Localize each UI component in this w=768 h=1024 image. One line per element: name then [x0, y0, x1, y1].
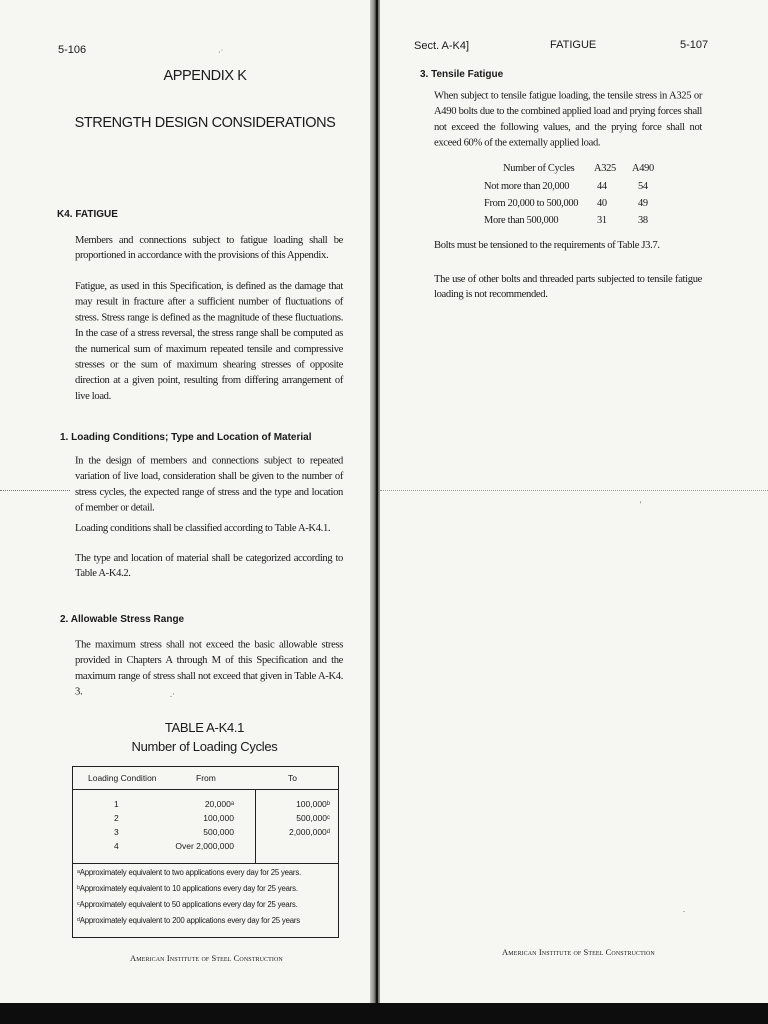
- right-page: [380, 0, 768, 1003]
- table-cell: 38: [638, 215, 648, 226]
- scan-artifact: [0, 490, 70, 491]
- subsection-heading: 3. Tensile Fatigue: [420, 69, 504, 80]
- table-rule: [73, 789, 338, 790]
- appendix-title: APPENDIX K: [163, 68, 247, 84]
- bolt-stress-table: [480, 163, 670, 235]
- paragraph: In the design of members and connections subject to repeated variation of live load, consideration shall be given to the number of stress cycles, the expected range of stress and the type and location of member or detail.: [75, 455, 343, 514]
- column-header: Loading Condition: [88, 773, 157, 783]
- table-cell: 2,000,000ᵈ: [288, 827, 330, 837]
- table-cell: 54: [638, 181, 648, 192]
- table-cell: 2: [114, 813, 119, 823]
- running-head: FATIGUE: [550, 39, 597, 51]
- column-header: Number of Cycles: [503, 163, 575, 174]
- scanner-bottom-edge: [0, 1003, 768, 1024]
- paragraph: Members and connections subject to fatigue loading shall be proportioned in accordance with the provisions of this Appendix.: [75, 234, 343, 262]
- table-rule: [73, 863, 338, 864]
- table-subtitle: Number of Loading Cycles: [131, 739, 278, 754]
- table-cell: 1: [114, 799, 119, 809]
- main-title: STRENGTH DESIGN CONSIDERATIONS: [74, 115, 336, 131]
- table-cell: From 20,000 to 500,000: [484, 198, 579, 209]
- page-number: 5-107: [680, 39, 709, 51]
- paragraph: Bolts must be tensioned to the requirements of Table J3.7.: [434, 239, 660, 252]
- paragraph: The use of other bolts and threaded parts subjected to tensile fatigue loading is not recommended.: [434, 273, 702, 301]
- subsection-heading: 1. Loading Conditions; Type and Location of Material: [60, 432, 312, 443]
- table-footnote: ᵇApproximately equivalent to 10 applications every day for 25 years.: [77, 884, 298, 893]
- paragraph: The type and location of material shall be categorized according to Table A-K4.2.: [75, 552, 343, 580]
- table-cell: 49: [638, 198, 648, 209]
- table-cell: Not more than 20,000: [484, 181, 570, 192]
- section-heading: K4. FATIGUE: [57, 209, 118, 220]
- book-gutter-line: [376, 0, 378, 1003]
- book-spine-shadow: [370, 0, 380, 1003]
- table-cell: Over 2,000,000: [175, 841, 234, 851]
- scan-artifact: [380, 490, 768, 491]
- table-footnote: ᵈApproximately equivalent to 200 applications every day for 25 years: [77, 916, 300, 925]
- table-cell: 44: [597, 181, 607, 192]
- table-cell: 20,000ᵃ: [204, 799, 234, 809]
- scan-artifact: .: [683, 905, 685, 914]
- table-cell: 500,000ᶜ: [296, 813, 330, 823]
- table-cell: 40: [597, 198, 607, 209]
- table-cell: 3: [114, 827, 119, 837]
- scan-artifact: ': [640, 500, 642, 509]
- paragraph: When subject to tensile fatigue loading, the tensile stress in A325 or A490 bolts due to the combined applied load and prying forces shall not exceed the following values, and the prying force shall not exceed 60% of the externally applied load.: [434, 90, 702, 149]
- column-header: From: [196, 773, 216, 783]
- table-cell: 100,000ᵇ: [296, 799, 330, 809]
- loading-cycles-table: [72, 766, 339, 938]
- table-footnote: ᵃApproximately equivalent to two applications every day for 25 years.: [77, 868, 301, 877]
- subsection-heading: 2. Allowable Stress Range: [60, 614, 185, 625]
- page-number: 5-106: [58, 44, 87, 56]
- column-header: A325: [594, 163, 616, 174]
- paragraph: Loading conditions shall be classified according to Table A-K4.1.: [75, 522, 331, 535]
- table-title: TABLE A-K4.1: [164, 720, 245, 735]
- column-header: A490: [632, 163, 654, 174]
- section-reference: Sect. A-K4]: [414, 40, 470, 52]
- scan-artifact: ·˙: [218, 48, 224, 57]
- column-header: To: [288, 773, 297, 783]
- scan-artifact: .·: [170, 690, 175, 699]
- table-footnote: ᶜApproximately equivalent to 50 applications every day for 25 years.: [77, 900, 298, 909]
- table-column-rule: [255, 789, 256, 863]
- left-page: [0, 0, 370, 1003]
- table-cell: More than 500,000: [484, 215, 559, 226]
- table-cell: 500,000: [203, 827, 234, 837]
- page-footer: American Institute of Steel Construction: [130, 953, 283, 963]
- page-footer: American Institute of Steel Construction: [502, 947, 655, 957]
- table-cell: 100,000: [203, 813, 234, 823]
- paragraph: The maximum stress shall not exceed the basic allowable stress provided in Chapters A through M of this Specification and the maximum range of stress shall not exceed that given in Table A-K4. 3.: [75, 639, 343, 698]
- table-cell: 31: [597, 215, 607, 226]
- paragraph: Fatigue, as used in this Specification, is defined as the damage that may result in fracture after a sufficient number of fluctuations of stress. Stress range is defined as the magnitude of these fluctuations. In the case of a stress reversal, the stress range shall be computed as the numerical sum of maximum repeated tensile and compressive stresses or the sum of maximum shearing stresses of opposite direction at a given point, resulting from differing arrangement of live load.: [75, 280, 343, 403]
- table-cell: 4: [114, 841, 119, 851]
